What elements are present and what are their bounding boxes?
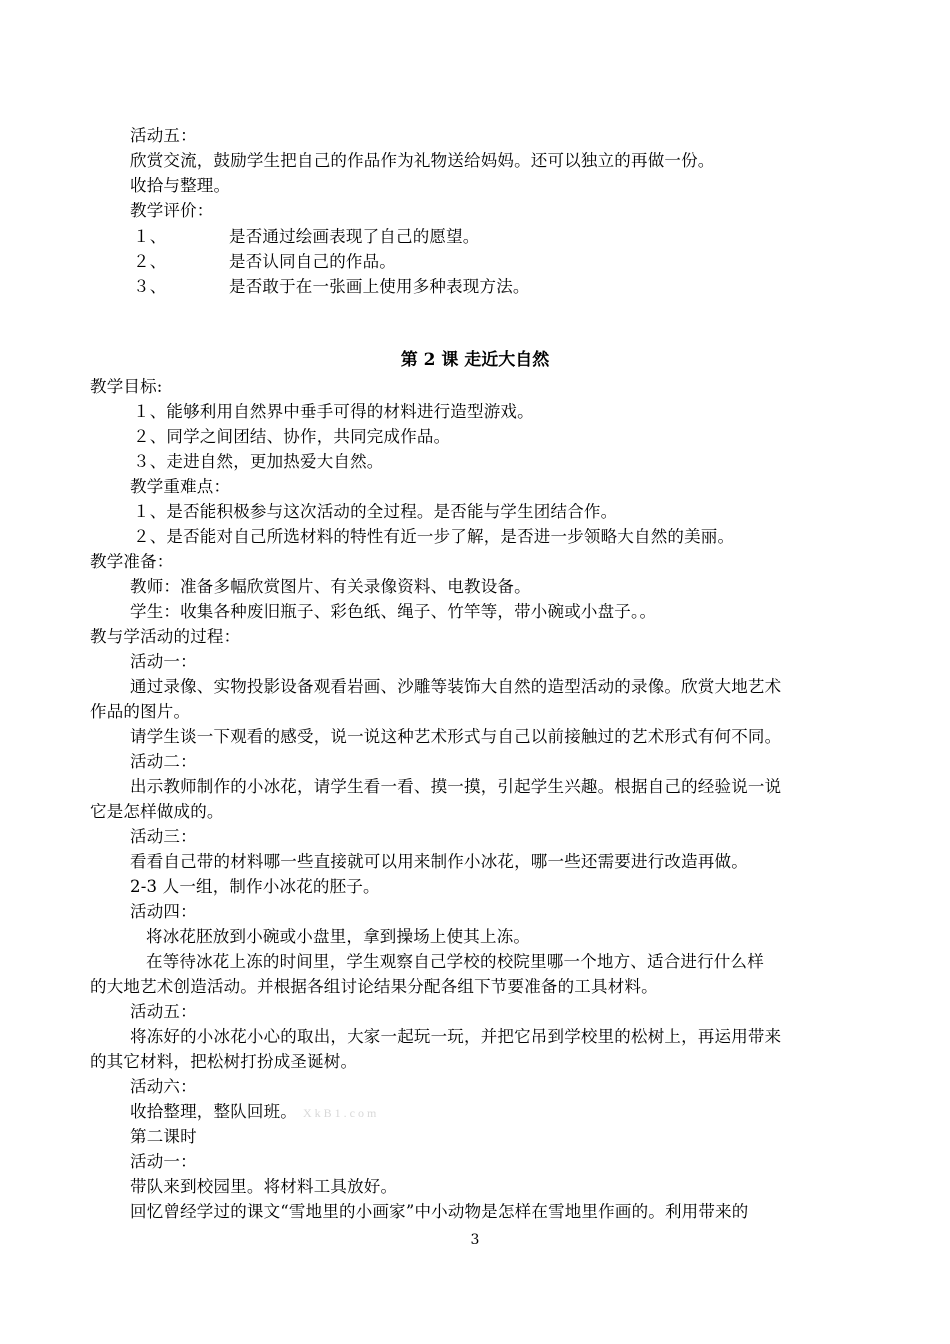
key-points-heading: 教学重难点：	[130, 477, 231, 496]
activity2-heading: 活动二：	[130, 752, 197, 771]
activity5-text: 欣赏交流，鼓励学生把自己的作品作为礼物送给妈妈。还可以独立的再做一份。	[130, 151, 715, 170]
process-heading: 教与学活动的过程：	[90, 627, 241, 646]
activity3-heading: 活动三：	[130, 827, 197, 846]
activity4-text2: 在等待冰花上冻的时间里，学生观察自己学校的校院里哪一个地方、适合进行什么样	[146, 952, 764, 971]
activity4-text2-cont: 的大地艺术创造活动。并根据各组讨论结果分配各组下节要准备的工具材料。	[90, 977, 658, 996]
watermark: XkB1.com	[303, 1106, 380, 1120]
goal-item: ２、同学之间团结、协作，共同完成作品。	[133, 427, 451, 446]
period2-heading: 第二课时	[130, 1127, 197, 1146]
activity6-text: 收拾整理，整队回班。 XkB1.com	[130, 1102, 380, 1121]
activity1-heading: 活动一：	[130, 652, 197, 671]
activity1-text2: 请学生谈一下观看的感受，说一说这种艺术形式与自己以前接触过的艺术形式有何不同。	[130, 727, 782, 746]
cleanup-text: 收拾与整理。	[130, 176, 231, 195]
p2-activity1-text: 带队来到校园里。将材料工具放好。	[130, 1177, 398, 1196]
key-point-item: １、是否能积极参与这次活动的全过程。是否能与学生团结合作。	[133, 502, 618, 521]
prep-heading: 教学准备：	[90, 552, 174, 571]
goals-heading: 教学目标:	[90, 377, 163, 396]
activity5-heading: 活动五：	[130, 126, 197, 145]
evaluation-item: ２、 是否认同自己的作品。	[133, 252, 396, 271]
activity5-heading-lesson2: 活动五：	[130, 1002, 197, 1021]
prep-student: 学生：收集各种废旧瓶子、彩色纸、绳子、竹竿等，带小碗或小盘子。。	[130, 602, 657, 621]
activity5-text-lesson2: 将冻好的小冰花小心的取出，大家一起玩一玩，并把它吊到学校里的松树上，再运用带来	[130, 1027, 782, 1046]
goal-item: ３、走进自然，更加热爱大自然。	[133, 452, 384, 471]
goal-item: １、能够利用自然界中垂手可得的材料进行造型游戏。	[133, 402, 534, 421]
evaluation-item: １、 是否通过绘画表现了自己的愿望。	[133, 227, 480, 246]
activity4-heading: 活动四：	[130, 902, 197, 921]
evaluation-heading: 教学评价：	[130, 201, 214, 220]
activity4-text: 将冰花胚放到小碗或小盘里，拿到操场上使其上冻。	[146, 927, 531, 946]
activity2-text-cont: 它是怎样做成的。	[90, 802, 224, 821]
key-point-item: ２、是否能对自己所选材料的特性有近一步了解，是否进一步领略大自然的美丽。	[133, 527, 735, 546]
activity3-text: 看看自己带的材料哪一些直接就可以用来制作小冰花，哪一些还需要进行改造再做。	[130, 852, 748, 871]
activity5-text-lesson2-cont: 的其它材料，把松树打扮成圣诞树。	[90, 1052, 358, 1071]
page-number: 3	[470, 1232, 480, 1248]
p2-activity1-heading: 活动一：	[130, 1152, 197, 1171]
activity6-heading: 活动六：	[130, 1077, 197, 1096]
p2-activity1-text2: 回忆曾经学过的课文“雪地里的小画家”中小动物是怎样在雪地里作画的。利用带来的	[130, 1202, 749, 1221]
activity2-text: 出示教师制作的小冰花，请学生看一看、摸一摸，引起学生兴趣。根据自己的经验说一说	[130, 777, 782, 796]
activity1-text: 通过录像、实物投影设备观看岩画、沙雕等装饰大自然的造型活动的录像。欣赏大地艺术	[130, 677, 782, 696]
activity1-text-cont: 作品的图片。	[90, 702, 191, 721]
evaluation-item: ３、 是否敢于在一张画上使用多种表现方法。	[133, 277, 530, 296]
prep-teacher: 教师：准备多幅欣赏图片、有关录像资料、电教设备。	[130, 577, 531, 596]
activity3-text2: 2-3 人一组，制作小冰花的胚子。	[130, 877, 380, 896]
lesson-title: 第 2 课 走近大自然	[400, 350, 550, 370]
